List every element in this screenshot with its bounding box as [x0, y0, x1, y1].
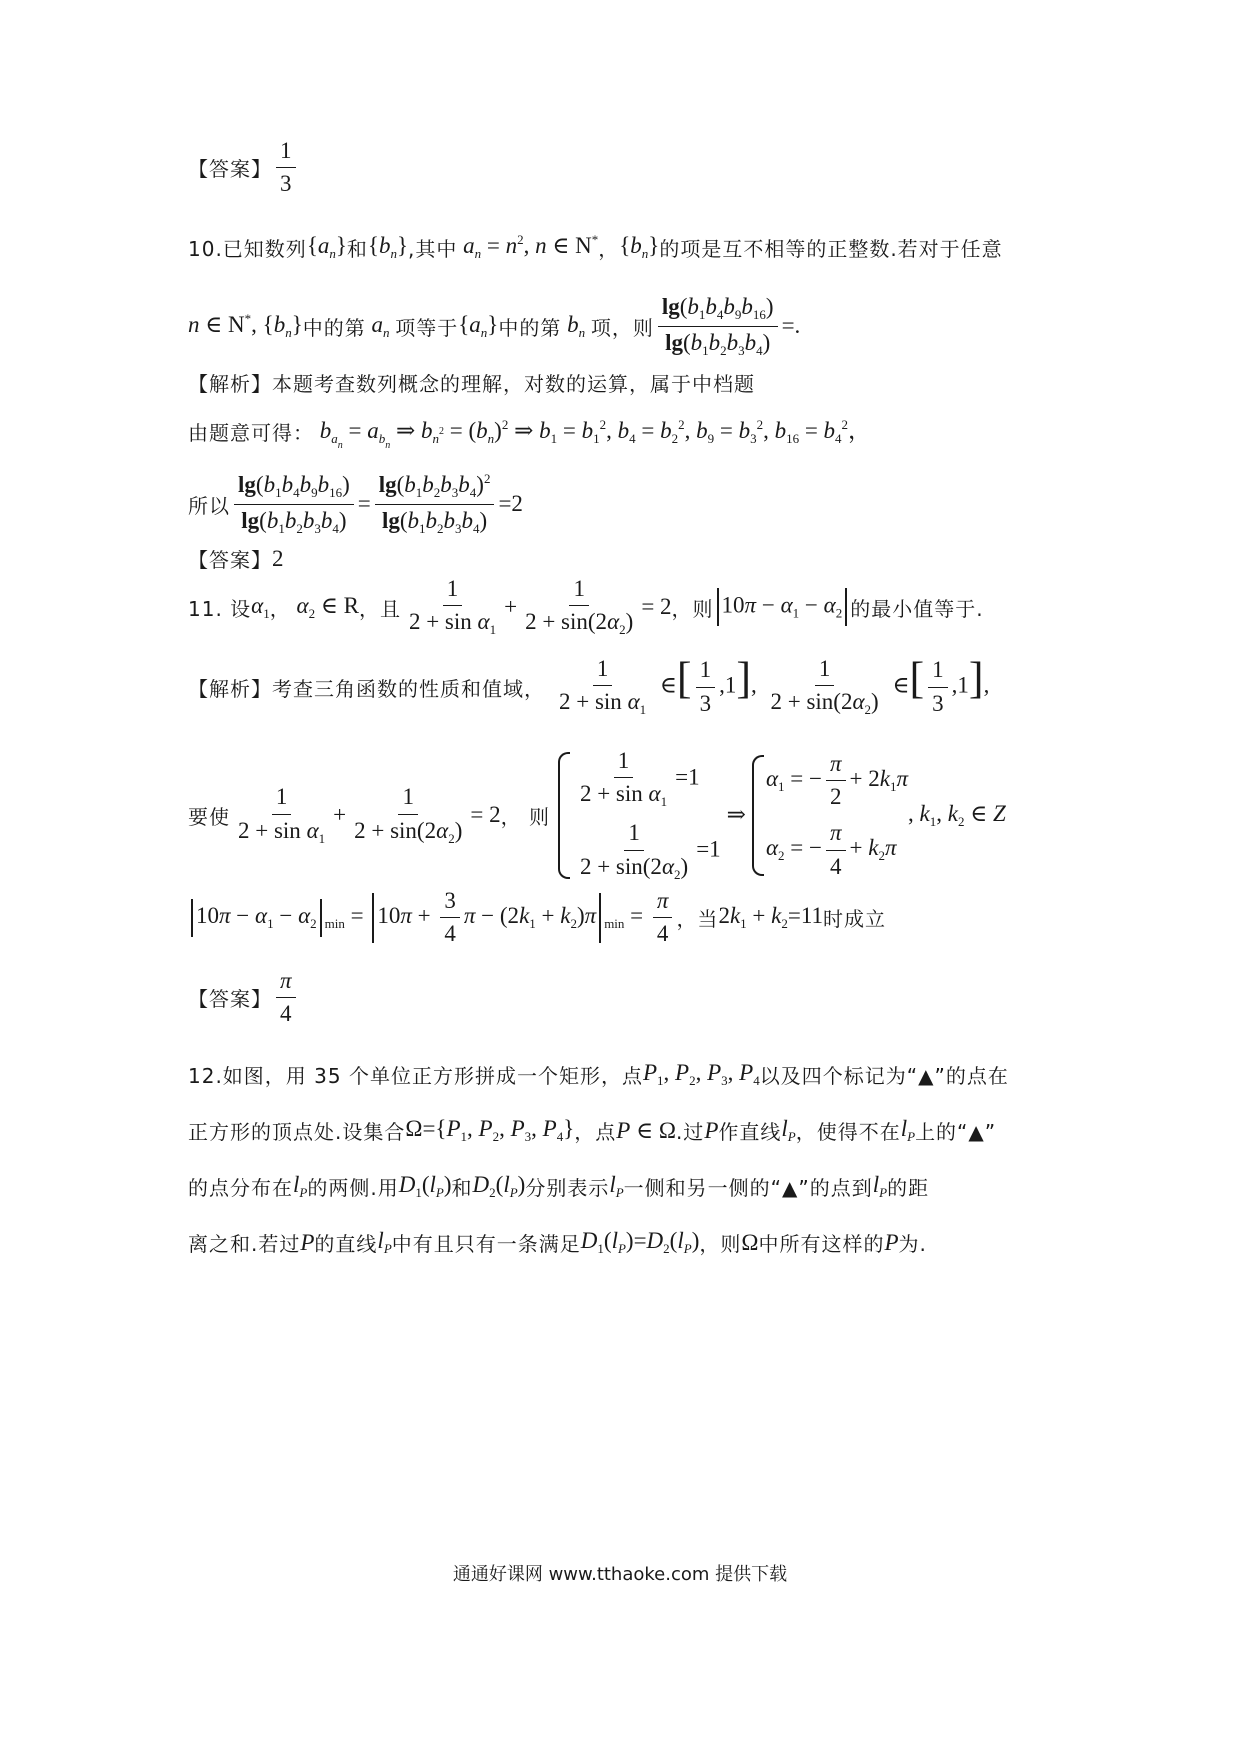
- q11-question: 11. 设 $\alpha_1$ ， $\alpha_2$ ∈ R ，且 $\frac{1}{2 + \sin \alpha_1}$ + $\frac{1}{2 + \sin(2\alpha_2)}$ = 2 ，则 $10\pi - \alpha_1 - \alpha_2$ 的最小值等于.: [188, 576, 984, 638]
- math: $\{b_n\}$: [367, 232, 408, 261]
- math: $\{b_n\}$: [619, 232, 660, 261]
- math: $\{a_n\}$: [306, 232, 347, 261]
- q10-line-1: 10.已知数列 $\{a_n\}$ 和 $\{b_n\}$ ,其中 $a_n = n^2$, n ∈ N* ， $\{b_n\}$ 的项是互不相等的正整数.若对于任意: [188, 232, 1003, 261]
- math: $b_n$: [567, 311, 586, 340]
- q10-answer: 【答案】 2: [188, 545, 284, 572]
- equation-system-2: $\alpha_1$ = − $\frac{\pi}{2}$ + $2k_1\pi$ $\alpha_2$ = − $\frac{\pi}{4}$ + $k_2\pi$: [752, 751, 908, 881]
- q11-min: $10\pi - \alpha_1 - \alpha_2$ $_{min}$ = 10π + $\frac{3}{4}$ $\pi - (2k_1 + k_2)\pi$ $_{min}$ = $\frac{\pi}{4}$ ，当 $2k_1 + k_2=11$ 时成立: [188, 888, 886, 948]
- page-footer: 通通好课网 www.tthaoke.com 提供下载: [452, 1564, 788, 1585]
- math: $\{a_n\}$: [458, 311, 499, 340]
- answer-line-9: [188, 138, 300, 198]
- q10-analysis: 【解析】 本题考查数列概念的理解，对数的运算，属于中档题: [188, 372, 755, 396]
- q11-answer: 【答案】 $\frac{\pi}{4}$: [188, 968, 300, 1028]
- q10-derivation: 由题意可得： $b_{a_n} = a_{b_n}$ ⇒ $b_{n^2} = (b_n)^2$ ⇒ $b_1 = b_1^2$, $b_4 = b_2^2$, $b_9 = b_3^2$, $b_{16} = b_4^2$，: [188, 412, 871, 451]
- math: $a_n$: [371, 311, 390, 340]
- equation-system-1: $\frac{1}{2 + \sin \alpha_1}$ =1 $\frac{1}{2 + \sin(2\alpha_2)}$ =1: [558, 748, 721, 883]
- math: $b_{a_n} = a_{b_n}$ ⇒ $b_{n^2} = (b_n)^2$ ⇒ $b_1 = b_1^2$, $b_4 = b_2^2$, $b_9 = b_3^2$, $b_{16} = b_4^2$，: [319, 417, 872, 451]
- math: $a_n = n^2$, n ∈ N*: [463, 232, 599, 261]
- answer-fraction: $\frac{1}{3}$: [276, 138, 296, 198]
- q12-line-4: 离之和.若过 P 的直线 $l_P$ 中有且只有一条满足 $D_1(l_P)=D_2(l_P)$ ，则 Ω 中所有这样的 P 为.: [188, 1228, 927, 1256]
- q11-system: 要使 $\frac{1}{2 + \sin \alpha_1}$ + $\frac{1}{2 + \sin(2\alpha_2)}$ = 2 ， 则 $\frac{1}{2 + \sin \alpha_1}$ =1 $\frac{1}{2 + \sin(2\alpha_2)}$ =1 ⇒ $\alpha_1$ = − $\frac{\pi}{2}$ + $2k_1\pi$ $\alpha_2$ = − $\frac{\pi}{4}$ + $k_2\pi$ , $k_1$, $k_2$ ∈ Z: [188, 748, 1006, 882]
- q11-analysis: 【解析】 考查三角函数的性质和值域， $\frac{1}{2 + \sin \alpha_1}$ ∈[ $\frac{1}{3}$ ,1], $\frac{1}{2 + \sin(2\alpha_2)}$ ∈[ $\frac{1}{3}$ ,1],: [188, 653, 990, 718]
- q12-line-1: 12.如图，用 35 个单位正方形拼成一个矩形，点 $P_1$, $P_2$, $P_3$, $P_4$ 以及四个标记为“▲”的点在: [188, 1060, 1009, 1088]
- math: n ∈ N*, $\{b_n\}$: [188, 311, 303, 341]
- answer-tag: 【答案】: [188, 157, 272, 182]
- q10-so: 所以 $\frac{\lg(b_1b_4b_9b_{16})}{\lg(b_1b_2b_3b_4)}$ = $\frac{\lg(b_1b_2b_3b_4)^2}{\lg(b_1b_2b_3b_4)}$ =2: [188, 471, 523, 536]
- q12-line-3: 的点分布在 $l_P$ 的两侧.用 $D_1(l_P)$ 和 $D_2(l_P)$ 分别表示 $l_P$ 一侧和另一侧的“▲”的点到 $l_P$ 的距: [188, 1172, 930, 1200]
- q10-line-2: n ∈ N*, $\{b_n\}$ 中的第 $a_n$ 项等于 $\{a_n\}$ 中的第 $b_n$ 项，则 $\frac{\lg(b_1b_4b_9b_{16})}{\lg(b_1b_2b_3b_4)}$ =.: [188, 294, 801, 358]
- log-ratio-fraction: $\frac{\lg(b_1b_4b_9b_{16})}{\lg(b_1b_2b_3b_4)}$: [658, 294, 778, 359]
- q12-line-2: 正方形的顶点处.设集合 $\Omega=\{P_1$, $P_2$, $P_3$, $P_4$} ，点 P ∈ Ω .过 P 作直线 $l_P$ ，使得不在 $l_P$ 上的“▲”: [188, 1116, 997, 1144]
